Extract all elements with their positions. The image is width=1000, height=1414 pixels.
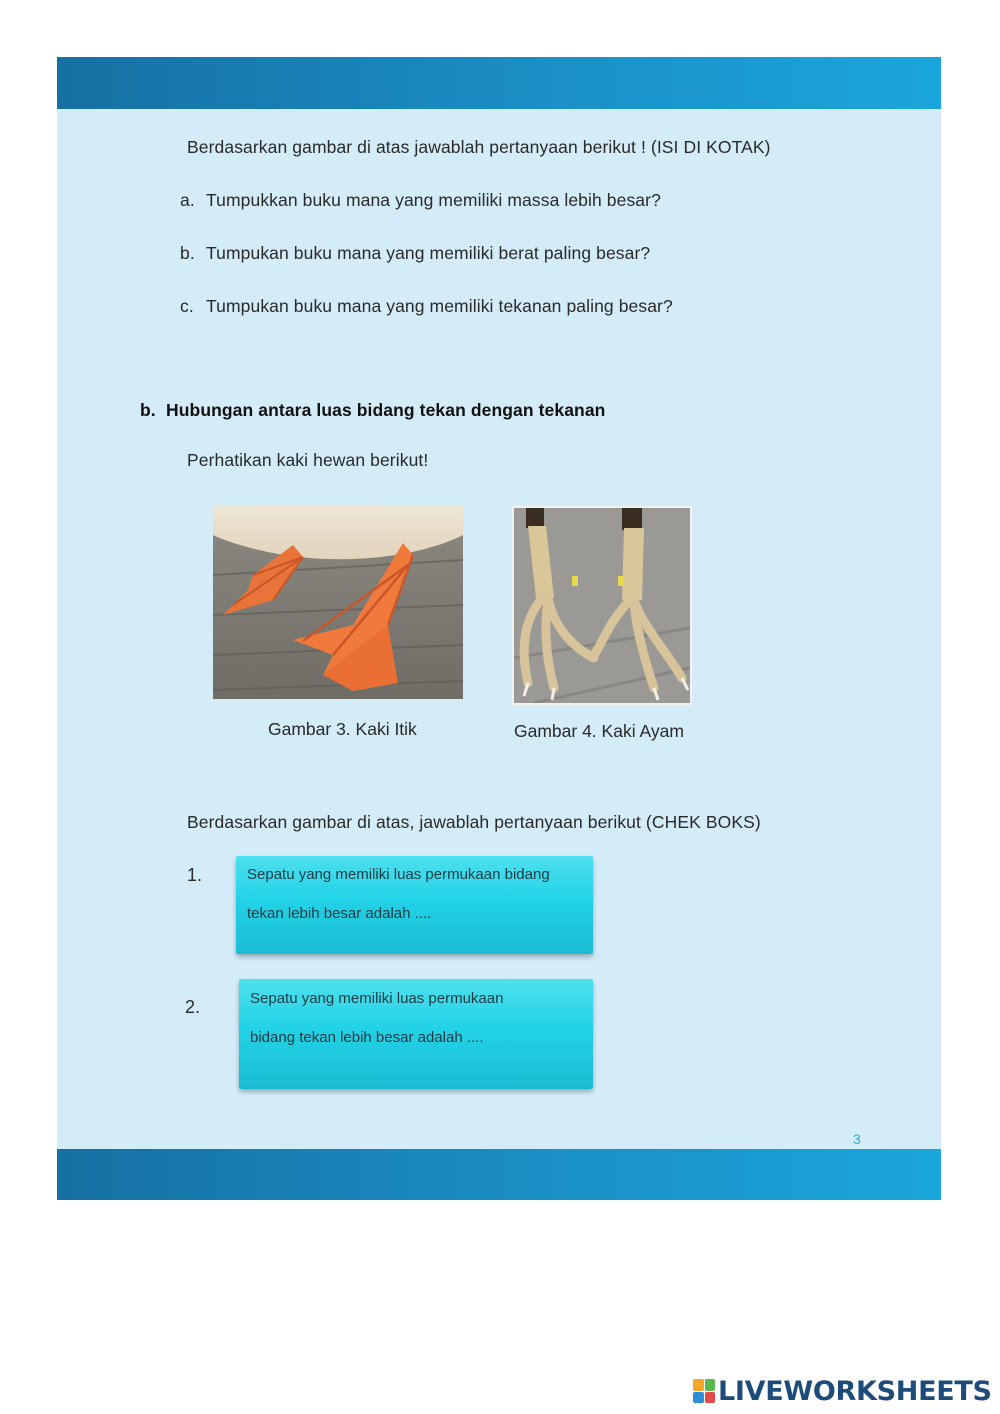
- second-instruction: Berdasarkan gambar di atas, jawablah pertanyaan berikut (CHEK BOKS): [187, 812, 761, 832]
- intro-instruction: Berdasarkan gambar di atas jawablah pertanyaan berikut ! (ISI DI KOTAK): [187, 137, 771, 157]
- checkbox-question-1-line1: Sepatu yang memiliki luas permukaan bidang: [247, 866, 550, 883]
- page-number: 3: [853, 1131, 861, 1147]
- section-b-marker: b.: [140, 400, 156, 420]
- section-b-title: Hubungan antara luas bidang tekan dengan tekanan: [166, 400, 606, 420]
- section-b-prompt: Perhatikan kaki hewan berikut!: [187, 450, 429, 470]
- question-b-text: Tumpukan buku mana yang memiliki berat paling besar?: [206, 243, 651, 263]
- logo-tile-red: [705, 1392, 716, 1404]
- question-c: [180, 296, 673, 317]
- figure-4-caption: Gambar 4. Kaki Ayam: [514, 721, 684, 741]
- question-c-text: Tumpukan buku mana yang memiliki tekanan paling besar?: [206, 296, 673, 316]
- checkbox-question-1-number: 1.: [187, 865, 203, 885]
- worksheet-page: [57, 57, 941, 1200]
- logo-tile-blue: [693, 1392, 704, 1404]
- liveworksheets-brand: [693, 1374, 992, 1408]
- duck-feet-photo: [213, 505, 463, 699]
- logo-tile-green: [705, 1379, 716, 1391]
- section-b-heading: [140, 400, 605, 421]
- chicken-feet-illustration: [514, 508, 690, 703]
- checkbox-question-2-line1: Sepatu yang memiliki luas permukaan: [250, 990, 504, 1007]
- liveworksheets-wordmark: LIVEWORKSHEETS: [718, 1375, 992, 1407]
- header-band: [57, 57, 941, 109]
- checkbox-question-2-card[interactable]: [239, 979, 593, 1089]
- chicken-feet-photo: [512, 506, 692, 705]
- question-c-marker: c.: [180, 296, 194, 316]
- liveworksheets-logo-icon: [693, 1379, 715, 1403]
- checkbox-question-1-card[interactable]: [236, 856, 593, 954]
- question-b: [180, 243, 650, 264]
- checkbox-question-2-line2: bidang tekan lebih besar adalah ....: [250, 1029, 484, 1046]
- figure-3-caption: Gambar 3. Kaki Itik: [268, 719, 417, 739]
- checkbox-question-1-line2: tekan lebih besar adalah ....: [247, 905, 432, 922]
- question-a-text: Tumpukkan buku mana yang memiliki massa lebih besar?: [206, 190, 661, 210]
- question-a: [180, 190, 661, 211]
- question-b-marker: b.: [180, 243, 195, 263]
- question-a-marker: a.: [180, 190, 195, 210]
- footer-band: [57, 1149, 941, 1200]
- checkbox-question-2-number: 2.: [185, 997, 201, 1017]
- duck-feet-illustration: [213, 505, 463, 699]
- logo-tile-orange: [693, 1379, 704, 1391]
